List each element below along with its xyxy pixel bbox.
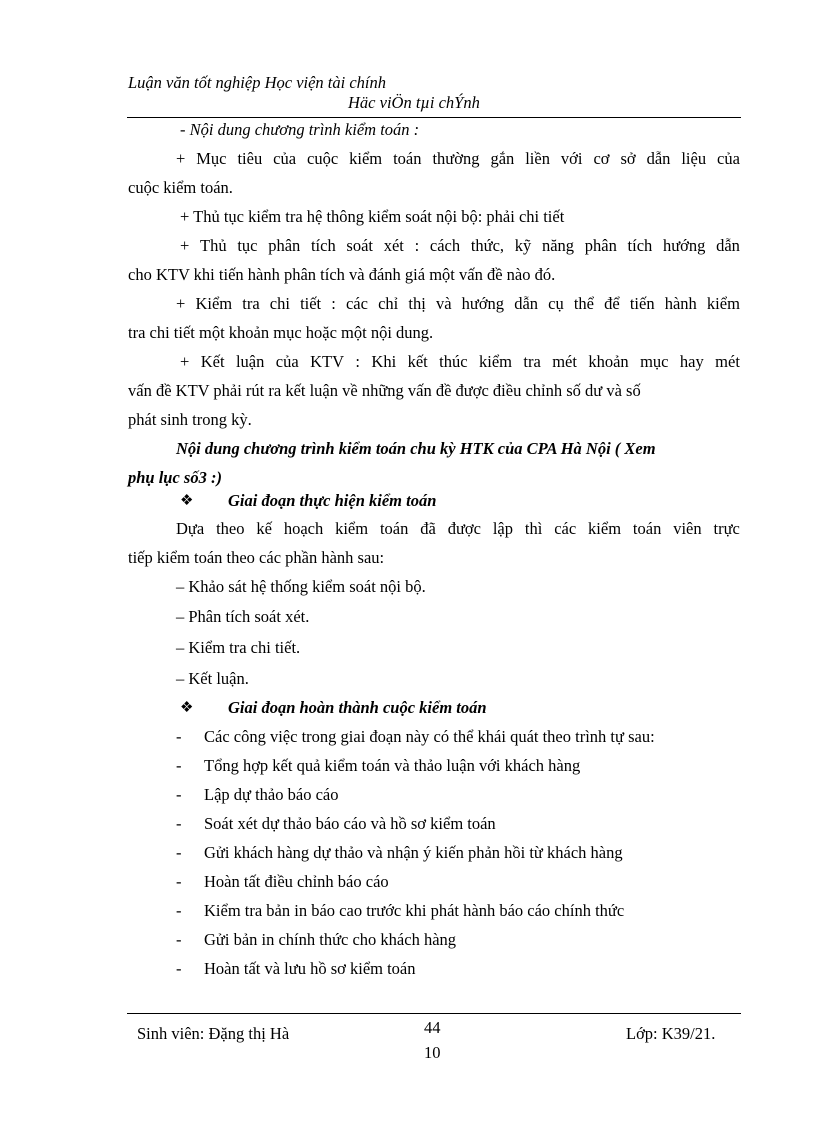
dash-bullet: - (176, 756, 182, 775)
page-number-secondary: 10 (424, 1043, 441, 1062)
program-heading-line1: Nội dung chương trình kiểm toán chu kỳ HTK của CPA Hà Nội ( Xem (176, 439, 656, 458)
paragraph-analysis-line2: cho KTV khi tiến hành phân tích và đánh giá một vấn đề nào đó. (128, 265, 556, 284)
stage-completion-title: Giai đoạn hoàn thành cuộc kiểm toán (228, 698, 487, 717)
footer-rule (127, 1013, 741, 1014)
step-item: – Khảo sát hệ thống kiểm soát nội bộ. (176, 577, 426, 596)
footer-student: Sinh viên: Đặng thị Hà (137, 1024, 290, 1043)
page-number: 44 (424, 1018, 441, 1037)
dash-bullet: - (176, 843, 182, 862)
dash-bullet: - (176, 959, 182, 978)
header-rule (127, 117, 741, 118)
paragraph-conclusion-line1: + Kết luận của KTV : Khi kết thúc kiểm tra mét khoản mục hay mét (180, 352, 740, 371)
paragraph-plan-line2: tiếp kiểm toán theo các phần hành sau: (128, 548, 385, 567)
step-item: – Kết luận. (176, 669, 249, 688)
intro-item: - Nội dung chương trình kiểm toán : (180, 120, 420, 139)
list-item: Kiểm tra bản in báo cao trước khi phát hành báo cáo chính thức (204, 901, 625, 920)
header-title: Luận văn tốt nghiệp Học viện tài chính (128, 73, 386, 92)
paragraph-analysis-line1: + Thủ tục phân tích soát xét : cách thức, kỹ năng phân tích hướng dẫn (180, 236, 740, 255)
step-item: – Phân tích soát xét. (176, 607, 310, 626)
diamond-bullet-icon: ❖ (180, 493, 194, 509)
paragraph-objective-line1: + Mục tiêu của cuộc kiểm toán thường gắn liền với cơ sở dẫn liệu của (176, 149, 740, 168)
paragraph-objective-line2: cuộc kiểm toán. (128, 178, 233, 197)
paragraph-plan-line1: Dựa theo kế hoạch kiểm toán đã được lập thì các kiểm toán viên trực (176, 519, 740, 538)
paragraph-detail-line1: + Kiểm tra chi tiết : các chỉ thị và hướng dẫn cụ thể để tiến hành kiểm (176, 294, 740, 313)
program-heading-line2: phụ lục số3 :) (128, 468, 222, 487)
footer-class: Lớp: K39/21. (626, 1024, 716, 1043)
list-item: Lập dự thảo báo cáo (204, 785, 339, 804)
dash-bullet: - (176, 901, 182, 920)
diamond-bullet-icon: ❖ (180, 700, 194, 716)
dash-bullet: - (176, 930, 182, 949)
dash-bullet: - (176, 785, 182, 804)
list-item: Gửi khách hàng dự thảo và nhận ý kiến phản hồi từ khách hàng (204, 843, 623, 862)
paragraph-detail-line2: tra chi tiết một khoản mục hoặc một nội dung. (128, 323, 434, 342)
paragraph-control-test: + Thủ tục kiểm tra hệ thông kiểm soát nội bộ: phải chi tiết (180, 207, 565, 226)
stage-execution-title: Giai đoạn thực hiện kiểm toán (228, 491, 437, 510)
list-item: Hoàn tất và lưu hồ sơ kiểm toán (204, 959, 416, 978)
paragraph-conclusion-line3: phát sinh trong kỳ. (128, 410, 252, 429)
list-item: Soát xét dự thảo báo cáo và hồ sơ kiểm toán (204, 814, 496, 833)
list-item: Hoàn tất điều chỉnh báo cáo (204, 872, 389, 891)
header-subtitle: Häc viÖn tµi chÝnh (348, 93, 480, 112)
paragraph-conclusion-line2: vấn đề KTV phải rút ra kết luận về những vấn đề được điều chỉnh số dư và số (128, 381, 641, 400)
list-item: Các công việc trong giai đoạn này có thể khái quát theo trình tự sau: (204, 727, 655, 746)
list-item: Tổng hợp kết quả kiểm toán và thảo luận với khách hàng (204, 756, 581, 775)
dash-bullet: - (176, 727, 182, 746)
dash-bullet: - (176, 814, 182, 833)
step-item: – Kiểm tra chi tiết. (176, 638, 301, 657)
list-item: Gửi bản in chính thức cho khách hàng (204, 930, 457, 949)
dash-bullet: - (176, 872, 182, 891)
